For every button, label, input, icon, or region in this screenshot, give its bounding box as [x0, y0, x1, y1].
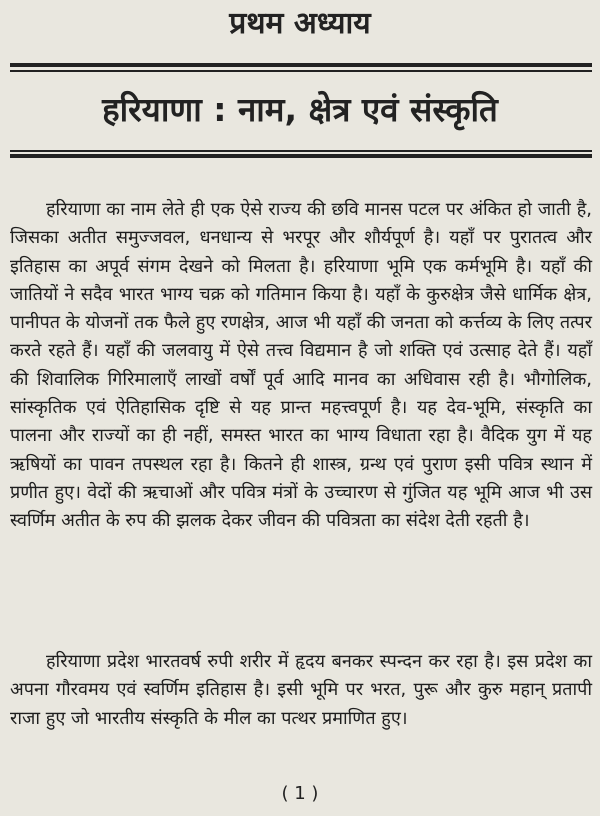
paragraph-1: हरियाणा का नाम लेते ही एक ऐसे राज्य की छवि मानस पटल पर अंकित हो जाती है, जिसका अतीत समुज्जवल, धनधान्य से भरपूर और शौर्यपूर्ण है। यहाँ पर पुरातत्व और इतिहास का अपूर्व संगम देखने को मिलता है। हरियाणा भूमि एक कर्मभूमि है। यहाँ की जातियों ने सदैव भारत भाग्य चक्र को गतिमान किया है। यहाँ के कुरुक्षेत्र जैसे धार्मिक क्षेत्र, पानीपत के योजनों तक फैले हुए रणक्षेत्र, आज भी यहाँ की जनता को कर्त्तव्य के लिए तत्पर करते रहते हैं। यहाँ की जलवायु में ऐसे तत्त्व विद्यमान है जो शक्ति एवं उत्साह देते हैं। यहाँ की शिवालिक गिरिमालाएँ लाखों वर्षों पूर्व आदि मानव का अधिवास रही है। भौगोलिक, सांस्कृतिक एवं ऐतिहासिक दृष्टि से यह प्रान्त महत्त्वपूर्ण है। यह देव-भूमि, संस्कृति का पालना और राज्यों का ही नहीं, समस्त भारत का भाग्य विधाता रहा है। वैदिक युग में यह ऋषियों का पावन तपस्थल रहा है। कितने ही शास्त्र, ग्रन्थ एवं पुराण इसी पवित्र स्थान में प्रणीत हुए। वेदों की ऋचाओं और पवित्र मंत्रों के उच्चारण से गुंजित यह भूमि आज भी उस स्वर्णिम अतीत के रुप की झलक देकर जीवन की पवित्रता का संदेश देती रहती है। — [10, 199, 592, 532]
chapter-title: हरियाणा : नाम, क्षेत्र एवं संस्कृति — [102, 90, 498, 129]
paragraph-2: हरियाणा प्रदेश भारतवर्ष रुपी शरीर में हृदय बनकर स्पन्दन कर रहा है। इस प्रदेश का अपना गौरवमय एवं स्वर्णिम इतिहास है। इसी भूमि पर भरत, पुरू और कुरु महान् प्रतापी राजा हुए जो भारतीय संस्कृति के मील का पत्थर प्रमाणित हुए। — [10, 651, 592, 729]
bottom-thick-rule — [10, 154, 592, 158]
chapter-heading: प्रथम अध्याय — [229, 6, 371, 41]
bottom-thin-rule — [10, 150, 592, 152]
top-thick-rule — [10, 63, 592, 67]
top-thin-rule — [10, 70, 592, 72]
page-number: ( 1 ) — [281, 783, 319, 804]
